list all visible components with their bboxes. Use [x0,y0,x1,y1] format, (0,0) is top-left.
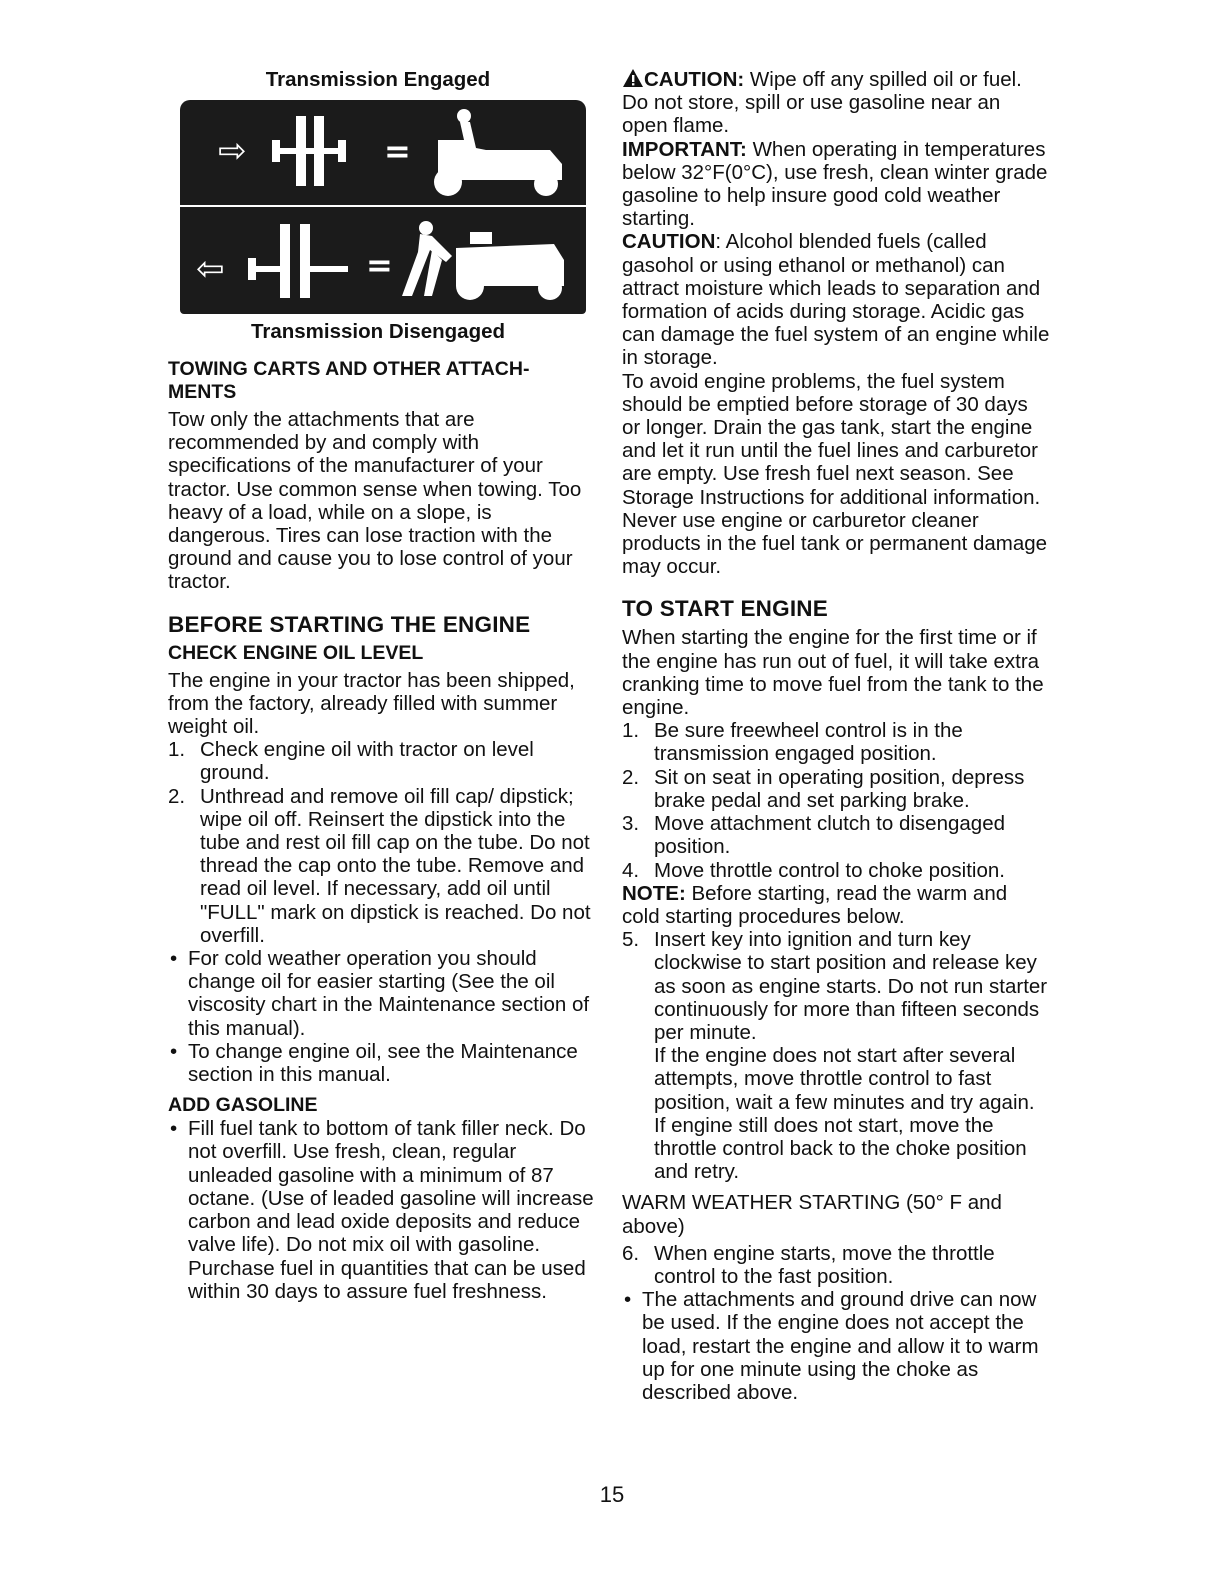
bullet-icon: • [624,1288,632,1312]
list-item: 6. When engine starts, move the throttle control to the fast position. [622,1241,995,1288]
add-gasoline-heading: ADD GASOLINE [168,1094,318,1117]
figure-caption-disengaged: Transmission Disengaged [250,320,506,343]
avoid-problems-paragraph: To avoid engine problems, the fuel system should be emptied before storage of 30 days or longer. Drain the gas tank, start the engine and let it run until the fuel lines and carburetor are empty. Use fresh fuel next season. See Storage Instructions for additional information. [622,369,1041,509]
list-item: • The attachments and ground drive can now be used. If the engine does not accept the load, restart the engine and allow it to warm up for one minute using the choke as described above. [624,1288,1039,1404]
important-label: IMPORTANT: [622,137,747,161]
oil-bullets-list [168,947,596,1086]
arrow-right-icon: ⇨ [218,131,247,171]
figure-caption-engaged: Transmission Engaged [265,68,491,91]
list-item: • Fill fuel tank to bottom of tank filler neck. Do not overfill. Use fresh, clean, regular unleaded gasoline with a minimum of 87 octane. (Use of leaded gasoline will increase carbon and lead oxide deposits and reduce valve life). Do not mix oil with gasoline. Purchase fuel in quantities that can be used within 30 days to assure fuel freshness. [170,1117,594,1303]
warm-weather-heading: WARM WEATHER STARTING (50° F and above) [622,1191,1002,1238]
riding-tractor-icon [434,109,562,196]
note-paragraph: NOTE: Before starting, read the warm and cold starting procedures below. [622,881,1008,928]
disengaged-row [196,221,564,300]
list-item: 4. Move throttle control to choke position. [622,858,1005,882]
bullet-icon: • [170,947,178,971]
start-step-6 [622,1242,1050,1288]
gasoline-bullets-list [168,1117,596,1303]
engaged-row [218,109,562,196]
before-starting-heading: BEFORE STARTING THE ENGINE [168,611,531,637]
warm-bullets-list [622,1288,1050,1404]
pushing-tractor-icon [402,221,564,300]
page-number: 15 [599,1482,625,1507]
check-oil-heading: CHECK ENGINE OIL LEVEL [168,641,424,664]
list-item: • For cold weather operation you should change oil for easier starting (See the oil viscosity chart in the Maintenance section of this manual). [170,947,590,1040]
start-step-5 [622,928,1050,1044]
caution-label: CAUTION: [644,68,745,91]
towing-body: Tow only the attachments that are recommended by and comply with specifications of the manufacturer of your tractor. Use common sense when towing. Too heavy of a load, while on a slope, is dangerous. Tires can lose traction with the ground and cause you to lose control of your tractor. [168,408,582,594]
right-column [622,68,1050,1404]
oil-steps-list [168,738,596,947]
transmission-figure [180,100,586,314]
arrow-left-icon: ⇦ [196,249,225,289]
start-intro: When starting the engine for the first time or if the engine has run out of fuel, it will take extra cranking time to move fuel from the tank to the engine. [622,626,1044,720]
list-item: 1. Check engine oil with tractor on level ground. [168,738,534,785]
disengaged-shaft-icon [248,224,348,298]
list-item: 2. Unthread and remove oil fill cap/ dipstick; wipe oil off. Reinsert the dipstick into the tube and rest oil fill cap on the tube. Do not thread the cap onto the tube. Remove and read oil level. If necessary, add oil until "FULL" mark on dipstick is reached. Do not overfill. [168,784,591,947]
never-use-paragraph: Never use engine or carburetor cleaner products in the fuel tank or permanent damage may occur. [622,508,1048,579]
left-column [168,68,596,1303]
equals-sign-2: = [366,246,393,284]
transmission-illustration [180,100,586,314]
important-paragraph: IMPORTANT: When operating in temperatures below 32°F(0°C), use fresh, clean winter grade gasoline to help insure good cold weather starting. [622,137,1048,231]
equals-sign: = [384,132,411,170]
list-item: 1. Be sure freewheel control is in the transmission engaged position. [622,719,963,766]
note-label: NOTE: [622,881,686,905]
list-item: • To change engine oil, see the Maintenance section in this manual. [170,1039,578,1087]
oil-intro: The engine in your tractor has been shipped, from the factory, already filled with summer weight oil. [168,668,575,739]
bullet-icon: • [170,1039,178,1063]
list-item: 3. Move attachment clutch to disengaged position. [622,812,1005,859]
engaged-shaft-icon [272,116,346,186]
list-item: 2. Sit on seat in operating position, depress brake pedal and set parking brake. [622,765,1025,812]
list-item: 5. Insert key into ignition and turn key clockwise to start position and release key as soon as engine starts. Do not run starter continuously for more than fifteen seconds per minute. [622,928,1048,1044]
to-start-engine-heading: TO START ENGINE [622,596,828,622]
caution-spill-paragraph: CAUTION: Wipe off any spilled oil or fuel. Do not store, spill or use gasoline near an open flame. [622,68,1022,138]
bullet-icon: • [170,1117,178,1141]
towing-heading: TOWING CARTS AND OTHER ATTACH-MENTS [168,358,530,403]
warning-triangle-icon [622,68,644,88]
caution-alcohol-paragraph: CAUTION: Alcohol blended fuels (called gasohol or using ethanol or methanol) can attract moisture which leads to separation and formation of acids during storage. Acidic gas can damage the fuel system of an engine while in storage. [622,230,1050,370]
caution-label-2: CAUTION [622,230,716,254]
start-steps-list [622,719,1050,881]
retry-paragraph: If the engine does not start after several attempts, move throttle control to fast position, wait a few minutes and try again. If engine still does not start, move the throttle control back to the choke position and retry. [654,1044,1035,1184]
